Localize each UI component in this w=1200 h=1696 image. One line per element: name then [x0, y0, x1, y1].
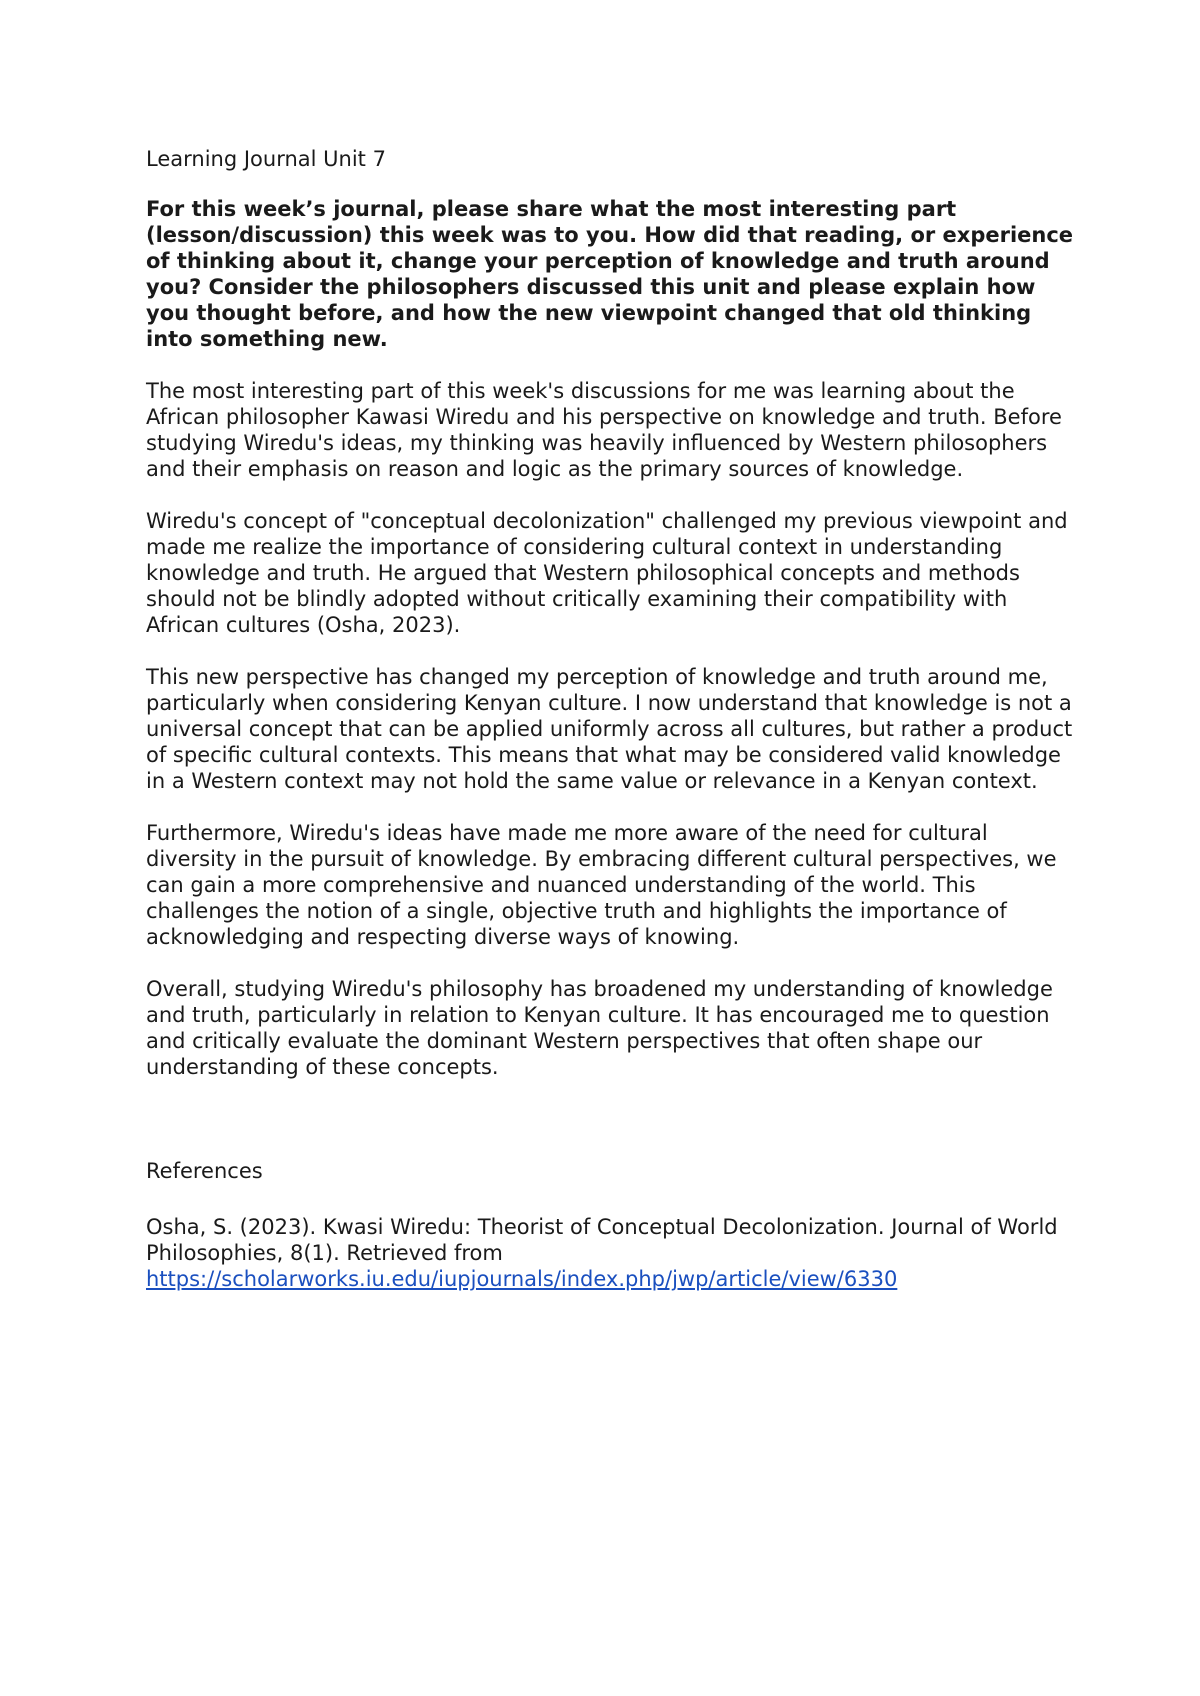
body-paragraph-4: Furthermore, Wiredu's ideas have made me more aware of the need for cultural diversity in the pursuit of knowledge. By embracing different cultural perspectives, we can gain a more comprehensive and nuanced understanding of the world. This challenges the notion of a single, objective truth and highlights the importance of acknowledging and respecting diverse ways of knowing.: [146, 821, 1057, 949]
references-heading: References: [146, 1159, 263, 1183]
journal-title: Learning Journal Unit 7: [146, 147, 386, 171]
reference-entry: [146, 1214, 1076, 1292]
document-page: [146, 146, 1076, 1292]
body-paragraph-3: This new perspective has changed my perception of knowledge and truth around me, particularly when considering Kenyan culture. I now understand that knowledge is not a universal concept that can be applied uniformly across all cultures, but rather a product of specific cultural contexts. This means that what may be considered valid knowledge in a Western context may not hold the same value or relevance in a Kenyan context.: [146, 665, 1073, 793]
body-paragraph-2: Wiredu's concept of "conceptual decolonization" challenged my previous viewpoint and made me realize the importance of considering cultural context in understanding knowledge and truth. He argued that Western philosophical concepts and methods should not be blindly adopted without critically examining their compatibility with African cultures (Osha, 2023).: [146, 509, 1068, 637]
body-paragraph-1: The most interesting part of this week's discussions for me was learning about the African philosopher Kawasi Wiredu and his perspective on knowledge and truth. Before studying Wiredu's ideas, my thinking was heavily influenced by Western philosophers and their emphasis on reason and logic as the primary sources of knowledge.: [146, 379, 1062, 481]
body-paragraph-5: Overall, studying Wiredu's philosophy has broadened my understanding of knowledge and truth, particularly in relation to Kenyan culture. It has encouraged me to question and critically evaluate the dominant Western perspectives that often shape our understanding of these concepts.: [146, 977, 1053, 1079]
section-spacer: [146, 1106, 1076, 1158]
reference-link[interactable]: https://scholarworks.iu.edu/iupjournals/index.php/jwp/article/view/6330: [146, 1267, 898, 1291]
reference-citation: Osha, S. (2023). Kwasi Wiredu: Theorist of Conceptual Decolonization. Journal of World Philosophies, 8(1). Retrieved from: [146, 1215, 1058, 1265]
journal-prompt: For this week’s journal, please share what the most interesting part (lesson/discussion) this week was to you. How did that reading, or experience of thinking about it, change your perception of knowledge and truth around you? Consider the philosophers discussed this unit and please explain how you thought before, and how the new viewpoint changed that old thinking into something new.: [146, 197, 1074, 351]
